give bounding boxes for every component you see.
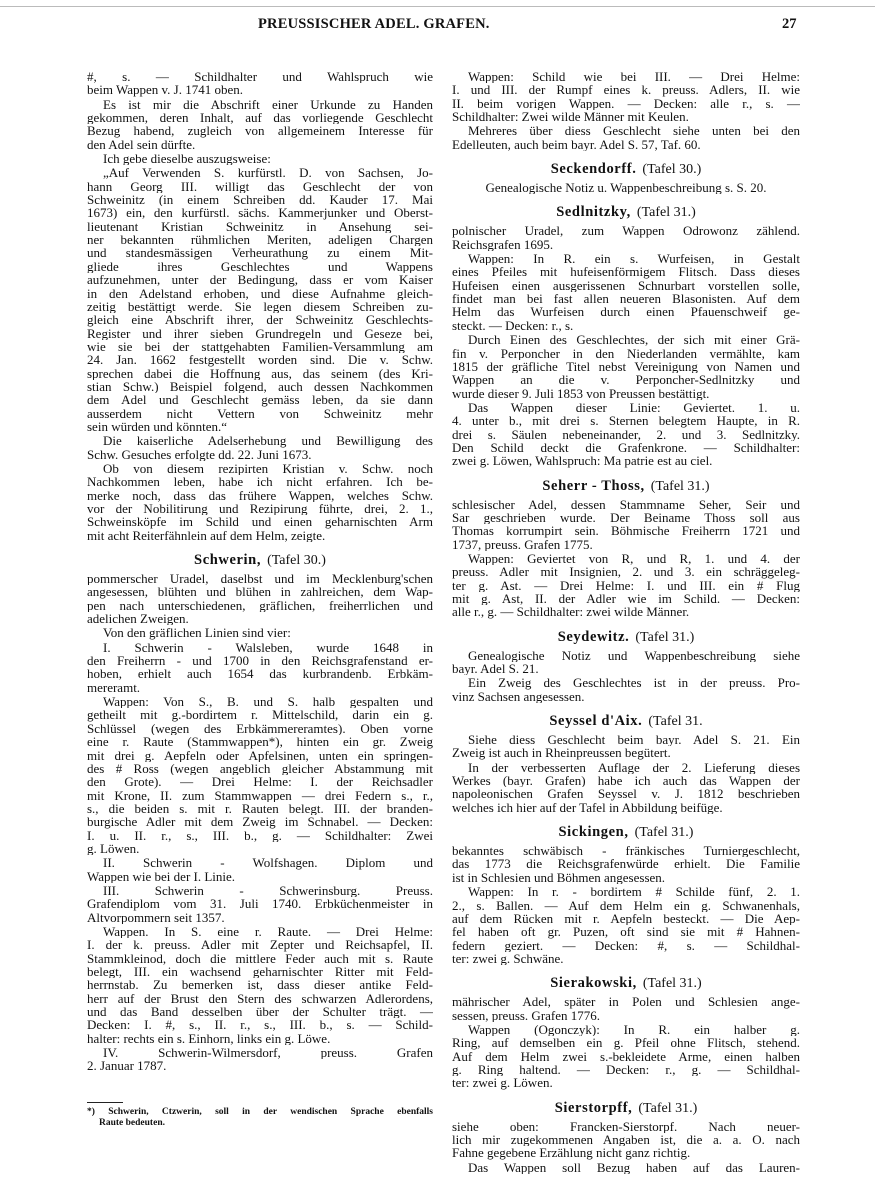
text-line: ter: zwei g. Schwäne. xyxy=(452,951,564,966)
section-heading xyxy=(452,629,800,646)
text-line: Den Schild deckt die Grafenkrone. — Schildhalter: xyxy=(452,440,800,455)
text-line: Zweig ist auch in Rheinpreussen begütert. xyxy=(452,746,671,760)
text-line: I. Schwerin - Walsleben, wurde 1648 in xyxy=(103,640,433,655)
text-line: 24. Jan. 1662 festgestellt worden sind. Die v. Schw. xyxy=(87,353,433,367)
family-name: Sedlnitzky, xyxy=(556,204,631,221)
text-line: mährischer Adel, später in Polen und Schlesien ange- xyxy=(452,995,800,1009)
family-name: Seherr - Thoss, xyxy=(542,477,645,494)
text-line: drei s. Säulen nebeneinander, 2. und 3. Sedlnitzky. xyxy=(452,427,800,441)
text-line: Schildhalter: Zwei wilde Männer mit Keulen. xyxy=(452,110,689,124)
text-line: Thomas korrumpirt sein. Böhmische Freiherrn 1721 und xyxy=(452,524,800,538)
text-line: #, s. — Schildhalter und Wahlspruch wie xyxy=(87,70,433,84)
paragraph xyxy=(452,224,800,251)
paragraph xyxy=(452,649,800,676)
text-line: federn geziert. — Decken: #, s. — Schildhal- xyxy=(452,938,800,952)
text-line: angesessen, blühten und blühen in zahlreichen, dem Wap- xyxy=(87,585,433,599)
text-line: lich mir zugekommenen Angaben ist, die a. a. O. nach xyxy=(452,1132,800,1147)
text-line: hoben, erhielt auch 1654 das kurbrandenb. Erbkäm- xyxy=(87,667,433,681)
text-line: auf dem Rücken mit r. Aepfeln besteckt. — Die Aep- xyxy=(452,911,800,926)
paragraph xyxy=(87,70,433,97)
paragraph xyxy=(87,434,433,461)
text-line: Genealogische Notiz und Wappenbeschreibung siehe xyxy=(468,648,800,663)
text-line: Das Wappen soll Bezug haben auf das Lauren- xyxy=(468,1160,800,1174)
paragraph xyxy=(87,695,433,855)
text-line: aufzunehmen, unter der Bedingung, dass er vom Kaiser xyxy=(87,273,433,287)
paragraph xyxy=(452,1120,800,1160)
text-line: mit drei g. Aepfeln oder Apfelsinen, unten ein springen- xyxy=(87,748,433,762)
text-line: herr auf der Brust den Stern des schwarzen Adlerordens, xyxy=(87,991,433,1006)
paragraph xyxy=(452,498,800,551)
text-line: mit Krone, II. zum Stammwappen — drei Federn s., r., xyxy=(87,788,433,802)
text-line: 2., s. Ballen. — Auf dem Helm ein g. Schwanenhals, xyxy=(452,898,800,912)
text-line: 4. unter b., mit drei s. Sternen belegtem Haupte, in R. xyxy=(452,414,800,428)
text-line: bekanntes schwäbisch - fränkisches Turniergeschlecht, xyxy=(452,844,800,858)
text-line: des # Ross (wegen angeblich gleicher Abstammung mit xyxy=(87,761,433,776)
text-line: eine r. Raute (Stammwappen*), hinten ein gr. Zweig xyxy=(87,735,433,749)
text-line: Schweinitz (in einem Schreiben dd. Kauder 17. Mai xyxy=(87,193,433,207)
text-line: findet man bei fast allen neueren Blasonisten. Auf dem xyxy=(452,292,800,306)
text-line: Wappen. In S. eine r. Raute. — Drei Helme: xyxy=(103,924,433,939)
paragraph xyxy=(87,462,433,542)
paragraph xyxy=(87,884,433,924)
text-line: dem Adel und Geschlecht gemäss leben, da sie dann xyxy=(87,393,433,407)
text-line: ter g. Ast. — Drei Helme: I. und III. ein # Flug xyxy=(452,578,800,592)
text-line: Edelleuten, auch beim bayr. Adel S. 57, Taf. 60. xyxy=(452,137,701,152)
text-line: Siehe diess Geschlecht beim bayr. Adel S. 21. Ein xyxy=(468,733,800,747)
text-line: in den Adelstand erhoben, und diese Aufnahme gleich- xyxy=(87,286,433,300)
text-line: sprechen dabei die Hoffnung aus, das seinem (des Kri- xyxy=(87,366,433,380)
text-line: polnischer Uradel, zum Wappen Odrowonz zählend. xyxy=(452,224,800,238)
left-column xyxy=(87,70,433,1074)
text-line: stian Schw.) Beispiel folgend, auch dessen Nachkommen xyxy=(87,379,433,394)
text-line: Decken: I. #, s., II. r., s., III. b., s. — Schild- xyxy=(87,1018,433,1032)
text-line: den Grote). — Drei Helme: I. der Reichsadler xyxy=(87,775,433,789)
footnote-line: *) Schwerin, Ctzwerin, soll in der wendischen Sprache ebenfalls xyxy=(87,1107,433,1117)
text-line: sein würden und könnten.“ xyxy=(87,419,228,434)
text-line: eines Pfeiles mit hufeisenförmigem Flitsch. Dass dieses xyxy=(452,265,800,279)
text-line: getheilt mit g.-bordirtem r. Mittelschild, darin ein g. xyxy=(87,708,433,722)
plate-reference: (Tafel 31.) xyxy=(638,1100,698,1116)
text-line: siehe oben: Francken-Sierstorpf. Nach neuer- xyxy=(452,1119,800,1133)
family-name: Seydewitz. xyxy=(557,628,630,645)
text-line: Bezug habend, zugleich von allgemeinem Interesse für xyxy=(87,124,433,138)
text-line: mereramt. xyxy=(87,680,141,695)
text-line: 1737, preuss. Grafen 1775. xyxy=(452,537,593,551)
right-column xyxy=(452,70,800,1175)
text-line: Wappen (Ogonczyk): In R. ein halber g. xyxy=(468,1022,800,1037)
text-line: vor der Nobilitirung und Rezipirung führte, drei, 2. 1., xyxy=(87,502,433,516)
text-line: hann Georg III. willigt das Geschlecht der von xyxy=(87,179,433,194)
text-line: Reichsgrafen 1695. xyxy=(452,237,554,252)
text-line: zwei g. Löwen, Wahlspruch: Ma patrie est au ciel. xyxy=(452,454,713,468)
text-line: 2. Januar 1787. xyxy=(87,1059,167,1073)
paragraph xyxy=(87,98,433,151)
family-name: Seyssel d'Aix. xyxy=(549,713,643,730)
text-line: Es ist mir die Abschrift einer Urkunde zu Handen xyxy=(103,97,433,112)
text-line: Wappen: Von S., B. und S. halb gespalten und xyxy=(103,695,433,709)
text-line: Auf dem Helm zwei s.-bekleidete Arme, einen halben xyxy=(452,1049,800,1063)
plate-reference: (Tafel 30.) xyxy=(642,162,702,178)
paragraph xyxy=(452,181,800,194)
footnote-rule xyxy=(87,1102,123,1103)
text-line: den Adel sein dürfte. xyxy=(87,137,196,152)
section-heading xyxy=(452,161,800,178)
text-line: pommerscher Uradel, daselbst und im Mecklenburg'schen xyxy=(87,572,433,586)
text-line: vinz Sachsen angesessen. xyxy=(452,689,585,704)
text-line: ausserdem nicht Vettern von Schweinitz mehr xyxy=(87,406,433,420)
text-line: Fahne gegebene Erzählung nicht ganz richtig. xyxy=(452,1146,691,1160)
text-line: ner bekannten rühmlichen Meriten, adeligen Chargen xyxy=(87,233,433,247)
text-line: In der verbesserten Auflage der 2. Lieferung dieses xyxy=(468,760,800,775)
section-heading xyxy=(452,975,800,992)
paragraph xyxy=(452,124,800,151)
family-name: Schwerin, xyxy=(194,552,262,569)
text-line: welches ich hier auf der Tafel in Abbildung beifüge. xyxy=(452,800,723,815)
text-line: I. und III. der Rumpf eines k. preuss. Adlers, II. wie xyxy=(452,83,800,97)
text-line: Altvorpommern seit 1357. xyxy=(87,910,225,924)
text-line: g. Ring haltend. — Decken: r., g. — Schildhal- xyxy=(452,1062,800,1077)
text-line: mit acht Reiterfähnlein auf dem Helm, zeigte. xyxy=(87,528,326,543)
paragraph xyxy=(452,1023,800,1090)
text-line: II. Schwerin - Wolfshagen. Diplom und xyxy=(103,856,433,870)
family-name: Sierakowski, xyxy=(550,975,637,992)
text-line: preuss. Adler mit Insignien, 2. und 3. ein schräggeleg- xyxy=(452,565,800,579)
text-line: Werkes (bayr. Grafen) habe ich auch das Wappen der xyxy=(452,774,800,788)
text-line: Durch Einen des Geschlechtes, der sich mit einer Grä- xyxy=(468,333,800,347)
text-line: Die kaiserliche Adelserhebung und Bewilligung des xyxy=(103,434,433,448)
paragraph xyxy=(452,844,800,884)
family-name: Sickingen, xyxy=(558,824,629,841)
paragraph xyxy=(87,1046,433,1073)
plate-reference: (Tafel 31.) xyxy=(636,205,696,221)
paragraph xyxy=(452,733,800,760)
text-line: belegt, III. ein wachsend geharnischter Ritter mit Feld- xyxy=(87,965,433,979)
text-line: Wappen: In R. ein s. Wurfeisen, in Gestalt xyxy=(468,252,800,266)
paragraph xyxy=(87,641,433,694)
text-line: Stammkleinod, doch die mittlere Feder auch mit s. Raute xyxy=(87,951,433,965)
text-line: zeitig bestättigt werde. Sie legen diesem Schreiben zu- xyxy=(87,299,433,314)
plate-reference: (Tafel 31.) xyxy=(635,629,695,645)
plate-reference: (Tafel 31.) xyxy=(634,825,694,841)
text-line: Wappen wie bei der I. Linie. xyxy=(87,869,236,883)
text-line: 1673) ein, den kurfürstl. sächs. Kammerjunker und Oberst- xyxy=(87,206,433,220)
text-line: herrnstab. Zu bemerken ist, dass dieser antike Feld- xyxy=(87,978,433,992)
text-line: fel haben oft gr. Puzen, oft sind sie mit # Hahnen- xyxy=(452,925,800,939)
text-line: napoleonischen Grafen Seyssel v. J. 1812 beschrieben xyxy=(452,787,800,801)
text-line: 1815 der gräfliche Titel nebst Vereinigung von Namen und xyxy=(452,359,800,374)
family-name: Seckendorff. xyxy=(550,161,637,178)
text-line: s., die beiden s. mit r. Rauten belegt. III. der branden- xyxy=(87,801,433,816)
paragraph xyxy=(87,152,433,165)
plate-reference: (Tafel 31.) xyxy=(642,976,702,992)
text-line: Sar geschrieben wurde. Der Beiname Thoss soll aus xyxy=(452,510,800,525)
paragraph xyxy=(452,1161,800,1174)
scan-edge-line xyxy=(0,6,875,7)
text-line: IV. Schwerin-Wilmersdorf, preuss. Grafen xyxy=(103,1046,433,1060)
text-line: wie sie bei der stattgehabten Familien-Versammlung am xyxy=(87,339,433,354)
text-line: burgische Adler mit dem Zweig im Schnabel. — Decken: xyxy=(87,815,433,829)
text-line: ist in Schlesien und Böhmen angesessen. xyxy=(452,870,666,885)
paragraph xyxy=(452,401,800,468)
text-line: Ob von diesem rezipirten Kristian v. Schw. noch xyxy=(103,461,433,476)
section-heading xyxy=(87,552,433,569)
text-line: schlesischer Adel, dessen Stammname Seher, Seir und xyxy=(452,497,800,511)
family-name: Sierstorpff, xyxy=(554,1099,633,1116)
text-line: Ein Zweig des Geschlechtes ist in der preuss. Pro- xyxy=(468,676,800,690)
text-line: sessen, preuss. Grafen 1776. xyxy=(452,1008,601,1022)
text-line: ter: zwei g. Löwen. xyxy=(452,1076,553,1090)
footnote xyxy=(87,1107,433,1129)
text-line: Schw. Gesuches erfolgte dd. 22. Juni 1673. xyxy=(87,447,312,461)
text-line: Von den gräflichen Linien sind vier: xyxy=(103,626,291,640)
text-line: und das Band desselben über der Schulter trägt. — xyxy=(87,1005,433,1019)
running-header xyxy=(0,16,875,36)
text-line: lieutenant Kristian Schweinitz in Ansehung sei- xyxy=(87,219,433,234)
text-line: „Auf Verwenden S. kurfürstl. D. von Sachsen, Jo- xyxy=(103,166,433,180)
text-line: Ich gebe dieselbe auszugsweise: xyxy=(103,152,271,166)
paragraph xyxy=(452,995,800,1022)
paragraph xyxy=(452,70,800,123)
running-title: PREUSSISCHER ADEL. GRAFEN. xyxy=(258,16,490,32)
text-line: gleich eine Abschrift ihrer, der Schweinitz Geschlechts- xyxy=(87,313,433,327)
plate-reference: (Tafel 31. xyxy=(648,714,703,730)
text-line: adelichen Zweigen. xyxy=(87,612,189,626)
page-number: 27 xyxy=(782,16,797,32)
text-line: pen nach unterschiedenen, gräflichen, freiherrlichen und xyxy=(87,598,433,613)
text-line: Mehreres über diess Geschlecht siehe unten bei den xyxy=(468,124,800,138)
paragraph xyxy=(452,333,800,400)
paragraph xyxy=(452,676,800,703)
text-line: beim Wappen v. J. 1741 oben. xyxy=(87,83,244,97)
text-line: wurde dieser 9. Juli 1853 von Preussen bestättigt. xyxy=(452,386,710,400)
text-line: I. der k. preuss. Adler mit Zepter und Reichsapfel, II. xyxy=(87,938,433,952)
text-line: g. Löwen. xyxy=(87,841,140,856)
paragraph xyxy=(87,856,433,883)
paragraph xyxy=(87,166,433,433)
text-line: und standesmässigen Verheurathung zu einem Mit- xyxy=(87,246,433,260)
text-line: fin v. Perponcher in den Niederlanden vermählte, kam xyxy=(452,346,800,360)
text-line: Schlüssel (wegen des Erbkämmereramtes). Oben vorne xyxy=(87,721,433,736)
text-line: Grafendiplom vom 31. Juli 1740. Erbküchenmeister in xyxy=(87,897,433,911)
section-heading xyxy=(452,1100,800,1117)
text-line: I. u. II. r., s., III. b., g. — Schildhalter: Zwei xyxy=(87,828,433,842)
plate-reference: (Tafel 31.) xyxy=(650,478,710,494)
paragraph xyxy=(87,572,433,625)
text-line: Das Wappen dieser Linie: Geviertet. 1. u. xyxy=(468,400,800,415)
text-line: gekommen, deren Inhalt, auf das vorliegende Geschlecht xyxy=(87,111,433,125)
paragraph xyxy=(87,925,433,1045)
text-line: Ring, auf demselben ein g. Pfeil ohne Flitsch, stehend. xyxy=(452,1036,800,1050)
text-line: halter: rechts ein s. Einhorn, links ein g. Löwe. xyxy=(87,1031,331,1046)
text-line: Hufeisen einen ausgerissenen Schnurbart vorstellen solle, xyxy=(452,278,800,293)
text-line: Wappen an die v. Perponcher-Sedlnitzky und xyxy=(452,373,800,387)
text-line: Schweinsköpfe im Schild und einen geharnischten Arm xyxy=(87,515,433,529)
text-line: alle r., g. — Schildhalter: zwei wilde Männer. xyxy=(452,605,690,619)
text-line: Helm das Wurfeisen durch einen Pfauenschweif ge- xyxy=(452,305,800,319)
paragraph xyxy=(452,761,800,814)
text-line: das 1773 die Reichsgrafenwürde erhielt. Die Familie xyxy=(452,857,800,871)
text-line: bayr. Adel S. 21. xyxy=(452,662,539,676)
section-heading xyxy=(452,713,800,730)
text-line: Nachkommen leben, habe ich nicht erfahren. Ich be- xyxy=(87,475,433,489)
text-line: Register und ihrer sieben Grundregeln und Geseze bei, xyxy=(87,326,433,340)
plate-reference: (Tafel 30.) xyxy=(267,553,326,569)
text-line: Wappen: Schild wie bei III. — Drei Helme: xyxy=(468,70,800,84)
section-heading xyxy=(452,204,800,221)
paragraph xyxy=(452,552,800,619)
text-line: mit g. Ast, II. der Adler wie im Schild. — Decken: xyxy=(452,592,800,606)
text-line: II. beim vorigen Wappen. — Decken: alle r., s. — xyxy=(452,96,800,111)
text-line: Genealogische Notiz u. Wappenbeschreibung s. S. 20. xyxy=(485,181,767,195)
text-line: gliede ihres Geschlechtes und Wappens xyxy=(87,259,433,274)
text-line: III. Schwerin - Schwerinsburg. Preuss. xyxy=(103,883,433,898)
paragraph xyxy=(87,626,433,639)
text-line: Wappen: Geviertet von R, und R, 1. und 4. der xyxy=(468,551,800,566)
text-line: steckt. — Decken: r., s. xyxy=(452,318,574,333)
footnote-line: Raute bedeuten. xyxy=(99,1118,165,1128)
text-line: den Freiherrn - und 1700 in den Reichsgrafenstand er- xyxy=(87,654,433,668)
text-line: merke noch, dass das frühere Wappen, welches Schw. xyxy=(87,488,433,502)
paragraph xyxy=(452,885,800,965)
section-heading xyxy=(452,824,800,841)
text-line: Wappen: In r. - bordirtem # Schilde fünf, 2. 1. xyxy=(468,885,800,899)
section-heading xyxy=(452,478,800,495)
paragraph xyxy=(452,252,800,332)
